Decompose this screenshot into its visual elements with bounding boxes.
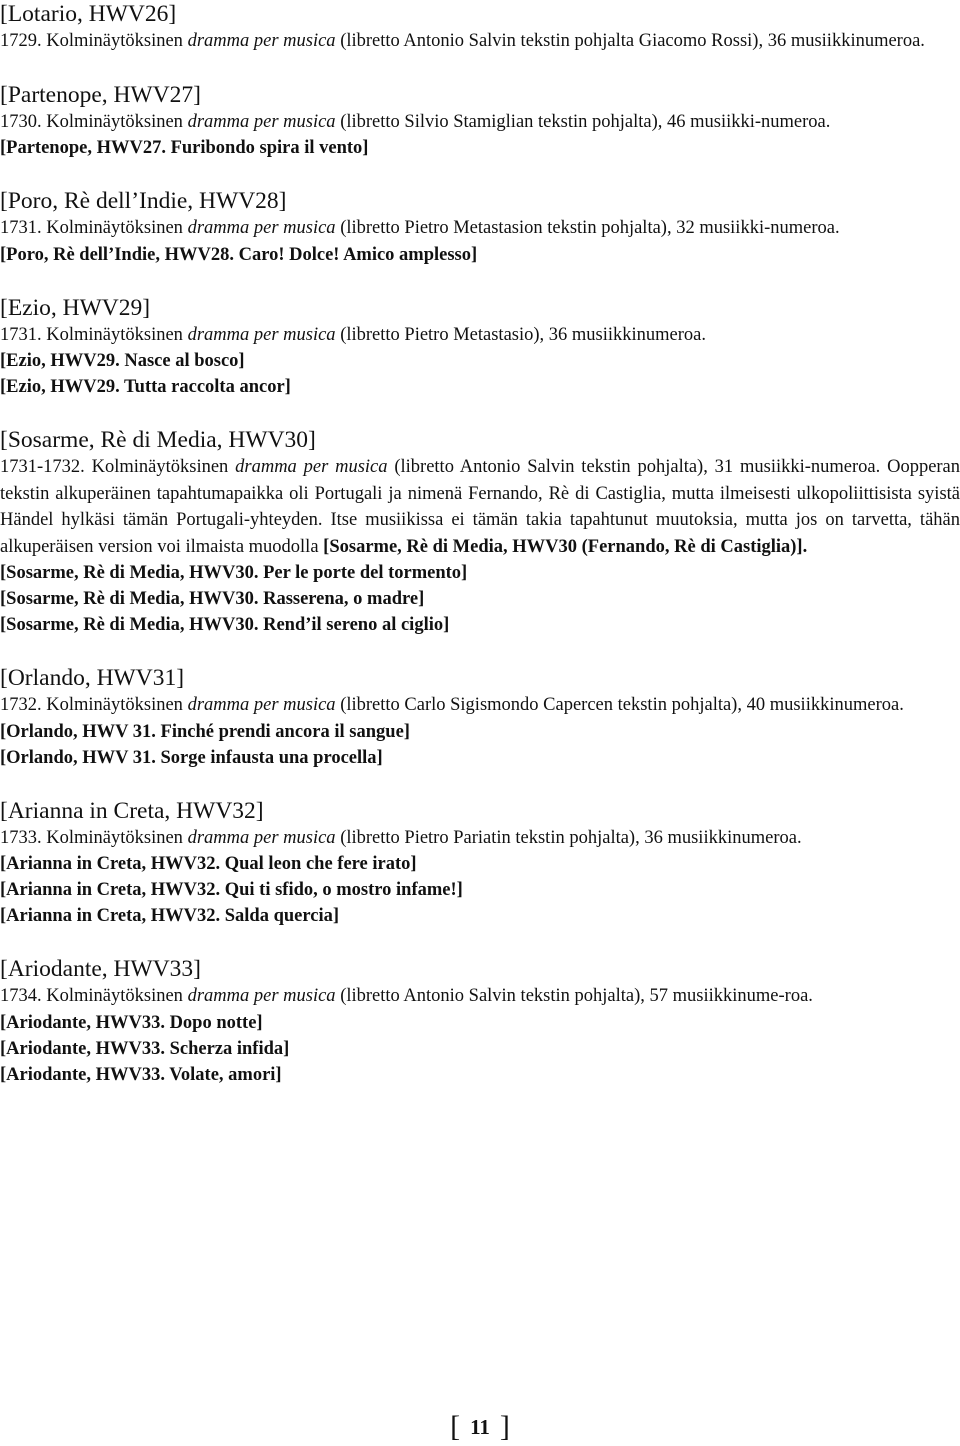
footer-open-bracket: [ — [450, 1410, 461, 1443]
opera-entry — [0, 400, 960, 638]
opera-year: 1731. — [0, 324, 42, 345]
opera-description — [0, 825, 960, 852]
aria-reference: [Arianna in Creta, HWV32. Salda quercia] — [0, 906, 340, 926]
opera-description — [0, 109, 960, 136]
opera-entry — [0, 771, 960, 930]
opera-kind: Kolminäytöksinen — [46, 111, 183, 132]
opera-kind: Kolminäytöksinen — [46, 986, 183, 1006]
opera-year: 1731. — [0, 218, 42, 238]
entry-gap — [0, 929, 960, 955]
opera-description — [0, 215, 960, 242]
aria-reference: [Ariodante, HWV33. Dopo notte] — [0, 1012, 263, 1033]
opera-title: [Sosarme, Rè di Media, HWV30] — [0, 427, 316, 453]
footer-close-bracket: ] — [499, 1410, 510, 1443]
opera-details: (libretto Pietro Pariatin tekstin pohjalta), 36 musiikkinumeroa. — [340, 827, 802, 848]
opera-year: 1732. — [0, 695, 42, 715]
opera-description — [0, 692, 960, 719]
opera-kind: Kolminäytöksinen — [46, 218, 183, 238]
opera-genre: dramma per musica — [187, 31, 336, 51]
aria-reference: [Arianna in Creta, HWV32. Qual leon che fere irato] — [0, 854, 417, 874]
entry-gap — [0, 161, 960, 187]
opera-kind: Kolminäytöksinen — [46, 31, 183, 51]
page-number: 11 — [470, 1415, 490, 1439]
opera-kind: Kolminäytöksinen — [46, 695, 183, 715]
aria-reference: [Sosarme, Rè di Media, HWV30. Rend’il sereno al ciglio] — [0, 615, 450, 635]
opera-details: (libretto Antonio Salvin tekstin pohjalta), 57 musiikkinume-roa. — [340, 986, 813, 1006]
entry-gap — [0, 400, 960, 426]
opera-entry — [0, 638, 960, 771]
opera-year: 1733. — [0, 827, 42, 848]
opera-note: Oopperan tekstin alkuperäinen tapahtumapaikka oli Portugali ja nimenä Fernando, Rè di Castiglia, mutta ilmeisesti ulkopoliittisista syistä Händel hylkäsi tämän Portugali-yhteyden. Itse musiikissa ei tämän takia tapahtunut muutoksia, mutta jos on tarvetta, tähän alkuperäisen version voi ilmaista muodolla — [0, 457, 960, 557]
aria-reference: [Orlando, HWV 31. Sorge infausta una procella] — [0, 747, 383, 768]
opera-genre: dramma per musica — [187, 218, 336, 238]
opera-kind: Kolminäytöksinen — [46, 324, 183, 345]
opera-year: 1729. — [0, 31, 42, 51]
opera-kind: Kolminäytöksinen — [46, 827, 183, 848]
opera-entry — [0, 929, 960, 1088]
opera-description — [0, 983, 960, 1010]
opera-genre: dramma per musica — [187, 986, 336, 1006]
opera-kind: Kolminäytöksinen — [91, 457, 229, 477]
opera-genre: dramma per musica — [235, 457, 388, 477]
opera-alt-name: [Sosarme, Rè di Media, HWV30 (Fernando, Rè di Castiglia)]. — [323, 536, 808, 557]
opera-year: 1730. — [0, 111, 42, 132]
aria-reference: [Poro, Rè dell’Indie, HWV28. Caro! Dolce! Amico amplesso] — [0, 244, 478, 265]
page-footer — [0, 1410, 960, 1444]
opera-entry — [0, 55, 960, 162]
opera-title: [Ezio, HWV29] — [0, 294, 151, 321]
entry-gap — [0, 55, 960, 81]
opera-title: [Ariodante, HWV33] — [0, 956, 201, 982]
opera-details: (libretto Silvio Stamiglian tekstin pohjalta), 46 musiikki-numeroa. — [340, 111, 831, 132]
entry-gap — [0, 268, 960, 294]
opera-details: (libretto Antonio Salvin tekstin pohjalta Giacomo Rossi), 36 musiikkinumeroa. — [340, 31, 925, 51]
opera-year: 1731-1732. — [0, 457, 85, 477]
entry-gap — [0, 638, 960, 664]
aria-reference: [Ezio, HWV29. Nasce al bosco] — [0, 351, 245, 371]
aria-reference: [Arianna in Creta, HWV32. Qui ti sfido, o mostro infame!] — [0, 880, 463, 900]
opera-description — [0, 28, 960, 55]
entry-gap — [0, 771, 960, 797]
opera-entry — [0, 161, 960, 268]
opera-description — [0, 322, 960, 349]
opera-year: 1734. — [0, 986, 42, 1006]
opera-genre: dramma per musica — [187, 695, 336, 715]
aria-reference: [Sosarme, Rè di Media, HWV30. Rasserena, o madre] — [0, 589, 425, 609]
opera-title: [Partenope, HWV27] — [0, 81, 201, 108]
opera-title: [Lotario, HWV26] — [0, 1, 177, 27]
opera-title: [Poro, Rè dell’Indie, HWV28] — [0, 188, 287, 214]
opera-title: [Arianna in Creta, HWV32] — [0, 797, 264, 824]
opera-details: (libretto Pietro Metastasio), 36 musiikkinumeroa. — [340, 324, 707, 345]
opera-description — [0, 454, 960, 560]
opera-genre: dramma per musica — [187, 324, 336, 345]
opera-details: (libretto Antonio Salvin tekstin pohjalta), 31 musiikki-numeroa. — [394, 457, 881, 477]
aria-reference: [Sosarme, Rè di Media, HWV30. Per le porte del tormento] — [0, 563, 468, 583]
opera-entry — [0, 268, 960, 401]
opera-details: (libretto Pietro Metastasion tekstin pohjalta), 32 musiikki-numeroa. — [340, 218, 840, 238]
opera-genre: dramma per musica — [187, 111, 336, 132]
opera-details: (libretto Carlo Sigismondo Capercen tekstin pohjalta), 40 musiikkinumeroa. — [340, 695, 904, 715]
aria-reference: [Ariodante, HWV33. Scherza infida] — [0, 1038, 290, 1059]
opera-title: [Orlando, HWV31] — [0, 665, 185, 691]
opera-genre: dramma per musica — [187, 827, 336, 848]
aria-reference: [Partenope, HWV27. Furibondo spira il vento] — [0, 138, 369, 158]
aria-reference: [Ezio, HWV29. Tutta raccolta ancor] — [0, 377, 291, 397]
aria-reference: [Ariodante, HWV33. Volate, amori] — [0, 1064, 282, 1085]
opera-entry — [0, 0, 960, 55]
aria-reference: [Orlando, HWV 31. Finché prendi ancora il sangue] — [0, 721, 410, 742]
